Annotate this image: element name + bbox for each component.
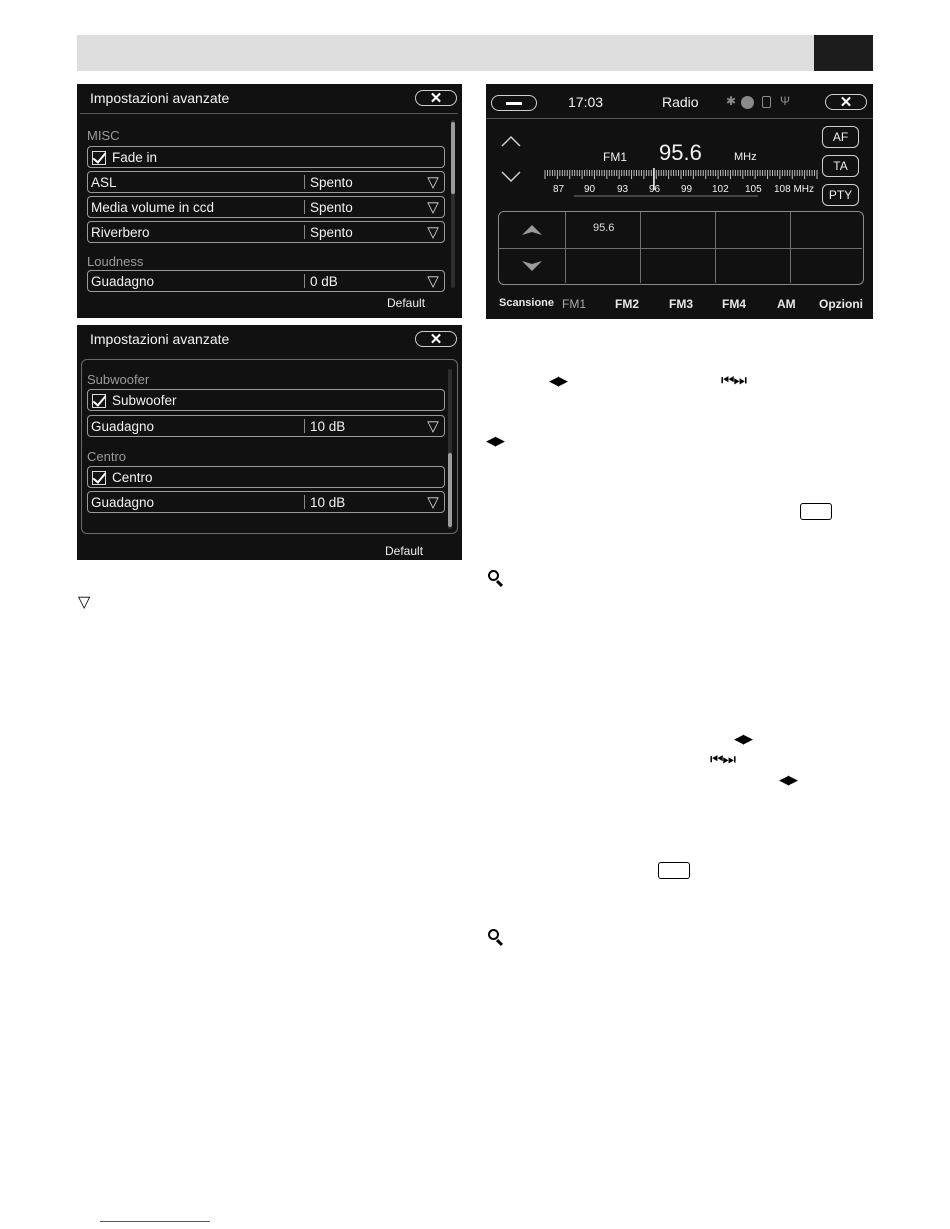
close-icon: ✕ bbox=[429, 89, 443, 107]
setting-row-asl[interactable] bbox=[87, 171, 445, 193]
setting-row-guadagno[interactable] bbox=[87, 270, 445, 292]
grid-divider bbox=[640, 212, 641, 283]
setting-label: Guadagno bbox=[91, 418, 155, 434]
triangle-down-icon: ▽ bbox=[78, 594, 90, 611]
scrollbar-thumb[interactable] bbox=[451, 122, 455, 194]
options-button[interactable]: Opzioni bbox=[819, 297, 863, 311]
chevron-down-icon bbox=[502, 172, 520, 181]
divider bbox=[486, 118, 873, 119]
scrollbar[interactable] bbox=[448, 369, 452, 529]
am-button[interactable]: AM bbox=[777, 297, 796, 311]
usb-icon: Ψ bbox=[780, 94, 791, 108]
close-button[interactable] bbox=[415, 331, 457, 347]
pty-button[interactable]: PTY bbox=[822, 184, 859, 206]
setting-value: 10 dB bbox=[310, 418, 346, 434]
minus-icon bbox=[506, 102, 522, 105]
search-icon bbox=[488, 570, 499, 581]
preset-page-down-icon[interactable] bbox=[521, 259, 543, 273]
tune-down-button[interactable] bbox=[500, 170, 522, 184]
close-button[interactable] bbox=[825, 94, 867, 110]
dropdown-triangle-icon[interactable]: ▽ bbox=[427, 199, 439, 216]
preset-page-up-icon[interactable] bbox=[521, 223, 543, 237]
default-button[interactable]: Default bbox=[385, 544, 424, 558]
left-right-arrows-icon: ◀▶ bbox=[734, 731, 752, 746]
checkbox-checked-icon[interactable] bbox=[92, 471, 106, 485]
minimize-button[interactable] bbox=[491, 95, 537, 111]
band-label: FM1 bbox=[603, 150, 627, 164]
scale-label: 102 bbox=[712, 184, 729, 195]
scale-label: 105 bbox=[745, 184, 762, 195]
scale-label: 108 MHz bbox=[774, 184, 815, 195]
dropdown-triangle-icon[interactable]: ▽ bbox=[427, 418, 439, 435]
setting-label: Media volume in ccd bbox=[91, 199, 215, 215]
screen-title: Impostazioni avanzate bbox=[90, 90, 230, 106]
fm1-button[interactable]: FM1 bbox=[562, 297, 586, 311]
setting-value: 0 dB bbox=[310, 273, 338, 289]
subwoofer-check-label: Subwoofer bbox=[112, 392, 177, 408]
preset-1[interactable]: 95.6 bbox=[593, 222, 615, 234]
scale-label: 93 bbox=[617, 184, 629, 195]
separator bbox=[304, 495, 305, 509]
scale-label: 87 bbox=[553, 184, 565, 195]
default-button[interactable]: Default bbox=[387, 296, 426, 310]
dropdown-triangle-icon[interactable]: ▽ bbox=[427, 273, 439, 290]
grid-divider bbox=[790, 212, 791, 283]
setting-label: Guadagno bbox=[91, 494, 155, 510]
screen-title: Impostazioni avanzate bbox=[90, 331, 230, 347]
checkbox-checked-icon[interactable] bbox=[92, 151, 106, 165]
dropdown-triangle-icon[interactable]: ▽ bbox=[427, 224, 439, 241]
clock: 17:03 bbox=[568, 94, 604, 110]
status-icons bbox=[726, 94, 801, 110]
scrollbar-thumb[interactable] bbox=[448, 453, 452, 527]
button-box-icon bbox=[658, 862, 690, 879]
button-box-icon bbox=[800, 503, 832, 520]
grid-divider bbox=[565, 212, 566, 283]
advanced-settings-screen-1 bbox=[77, 84, 462, 318]
fade-in-checkbox-row[interactable] bbox=[87, 146, 445, 168]
setting-row-subwoofer-gain[interactable] bbox=[87, 415, 445, 437]
separator bbox=[304, 419, 305, 433]
close-button[interactable] bbox=[415, 90, 457, 106]
centro-checkbox-row[interactable] bbox=[87, 466, 445, 488]
skip-back-forward-icon: ⏮⏭ bbox=[710, 751, 736, 768]
setting-value: Spento bbox=[310, 174, 353, 190]
chevron-up-icon bbox=[502, 137, 520, 146]
setting-row-centro-gain[interactable] bbox=[87, 491, 445, 513]
setting-label: ASL bbox=[91, 174, 117, 190]
setting-row-media-volume[interactable] bbox=[87, 196, 445, 218]
setting-label: Guadagno bbox=[91, 273, 155, 289]
separator bbox=[304, 274, 305, 288]
subwoofer-checkbox-row[interactable] bbox=[87, 389, 445, 411]
page-number-tab bbox=[814, 35, 873, 71]
skip-back-forward-icon: ⏮⏭ bbox=[721, 372, 747, 389]
page-header-bar bbox=[77, 35, 814, 71]
divider bbox=[80, 113, 458, 114]
centro-check-label: Centro bbox=[112, 469, 153, 485]
left-right-arrows-icon: ◀▶ bbox=[549, 373, 567, 388]
af-button[interactable]: AF bbox=[822, 126, 859, 148]
footer-link-underline bbox=[100, 1221, 210, 1222]
section-label-loudness: Loudness bbox=[87, 254, 144, 269]
separator bbox=[304, 200, 305, 214]
scan-button[interactable]: Scansione bbox=[499, 297, 555, 309]
frequency-unit: MHz bbox=[734, 151, 757, 163]
section-label-misc: MISC bbox=[87, 128, 120, 143]
scale-label: 99 bbox=[681, 184, 693, 195]
tune-up-button[interactable] bbox=[500, 134, 522, 148]
left-right-arrows-icon: ◀▶ bbox=[779, 772, 797, 787]
ta-button[interactable]: TA bbox=[822, 155, 859, 177]
scrollbar[interactable] bbox=[451, 120, 455, 288]
dropdown-triangle-icon[interactable]: ▽ bbox=[427, 174, 439, 191]
frequency-display: 95.6 bbox=[659, 140, 702, 165]
separator bbox=[304, 225, 305, 239]
fade-in-label: Fade in bbox=[112, 149, 158, 165]
separator bbox=[304, 175, 305, 189]
setting-value: 10 dB bbox=[310, 494, 346, 510]
close-icon: ✕ bbox=[839, 93, 853, 111]
screen-title: Radio bbox=[662, 94, 699, 110]
bluetooth-icon: ✱ bbox=[726, 94, 737, 108]
fm4-button[interactable]: FM4 bbox=[722, 297, 746, 311]
left-right-arrows-icon: ◀▶ bbox=[486, 433, 504, 448]
scale-label: 96 bbox=[649, 184, 661, 195]
fm2-button[interactable]: FM2 bbox=[615, 297, 639, 311]
scale-label: 90 bbox=[584, 184, 596, 195]
grid-divider bbox=[715, 212, 716, 283]
preset-grid bbox=[498, 211, 864, 285]
setting-label: Riverbero bbox=[91, 224, 150, 240]
search-icon bbox=[488, 929, 499, 940]
checkbox-checked-icon[interactable] bbox=[92, 394, 106, 408]
setting-value: Spento bbox=[310, 199, 353, 215]
dropdown-triangle-icon[interactable]: ▽ bbox=[427, 494, 439, 511]
grid-divider bbox=[499, 248, 862, 249]
setting-value: Spento bbox=[310, 224, 353, 240]
fm3-button[interactable]: FM3 bbox=[669, 297, 693, 311]
section-label-centro: Centro bbox=[87, 449, 127, 464]
advanced-settings-screen-2 bbox=[77, 325, 462, 560]
tuner-scale-labels bbox=[544, 184, 818, 198]
phone-icon bbox=[762, 96, 771, 108]
close-icon: ✕ bbox=[429, 330, 443, 348]
settings-icon bbox=[741, 96, 754, 109]
setting-row-riverbero[interactable] bbox=[87, 221, 445, 243]
radio-screen bbox=[486, 84, 873, 319]
section-label-subwoofer: Subwoofer bbox=[87, 372, 150, 387]
